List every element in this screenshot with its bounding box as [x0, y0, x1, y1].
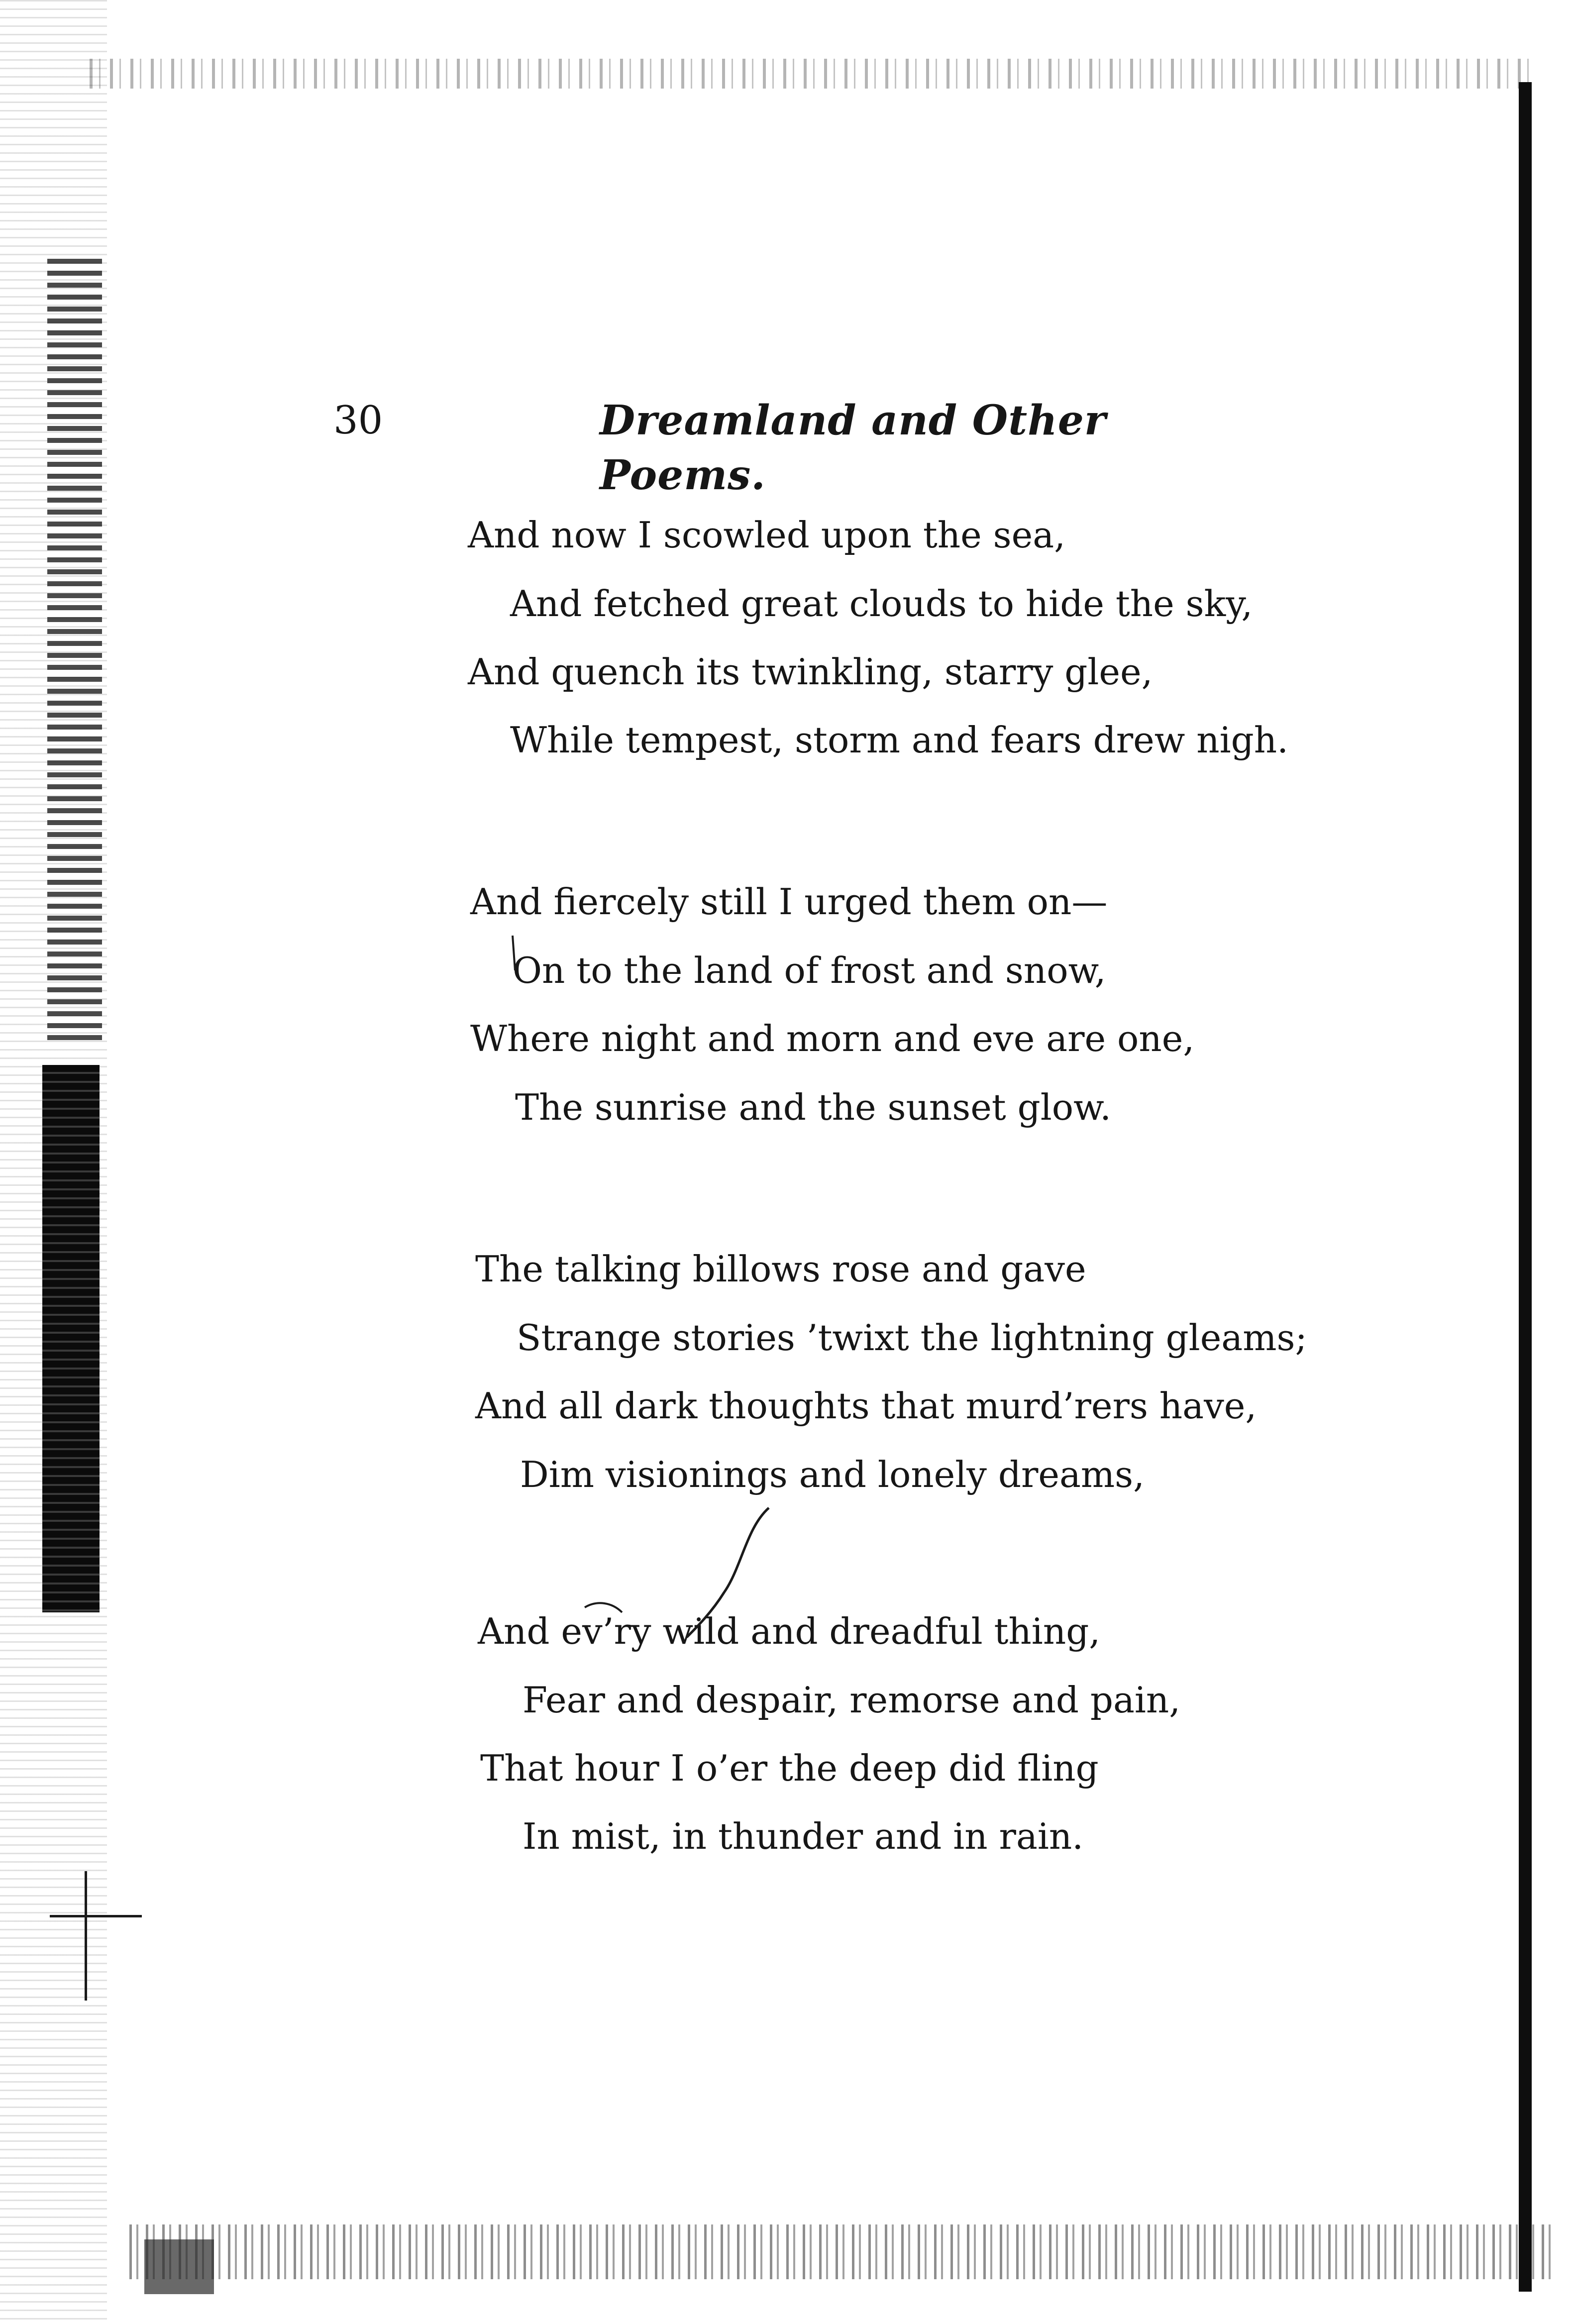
poem-line: Where night and morn and eve are one, [470, 1018, 1195, 1059]
poem-line: And all dark thoughts that murd’rers have, [475, 1385, 1257, 1427]
poem-line: That hour I o’er the deep did fling [480, 1747, 1099, 1789]
poem-line: The talking billows rose and gave [475, 1248, 1086, 1290]
poem-line: The sunrise and the sunset glow. [515, 1086, 1112, 1128]
poem-line: In mist, in thunder and in rain. [523, 1815, 1084, 1857]
poem-line: And now I scowled upon the sea, [468, 514, 1066, 556]
page-number: 30 [333, 398, 383, 443]
poem-line: Strange stories ’twixt the lightning gleams; [517, 1317, 1307, 1359]
running-title: Dreamland and Other Poems. [600, 397, 1107, 499]
poem-line: And fetched great clouds to hide the sky, [510, 583, 1253, 625]
poem-line: Dim visionings and lonely dreams, [520, 1454, 1145, 1495]
poem-line: And ev’ry wild and dreadful thing, [478, 1610, 1101, 1652]
poem-line: While tempest, storm and fears drew nigh. [510, 719, 1288, 761]
poem-line: On to the land of frost and snow, [513, 950, 1106, 991]
poem-line: And quench its twinkling, starry glee, [468, 651, 1153, 693]
poem-line: And fiercely still I urged them on— [470, 881, 1108, 923]
poem-line: Fear and despair, remorse and pain, [523, 1679, 1181, 1721]
